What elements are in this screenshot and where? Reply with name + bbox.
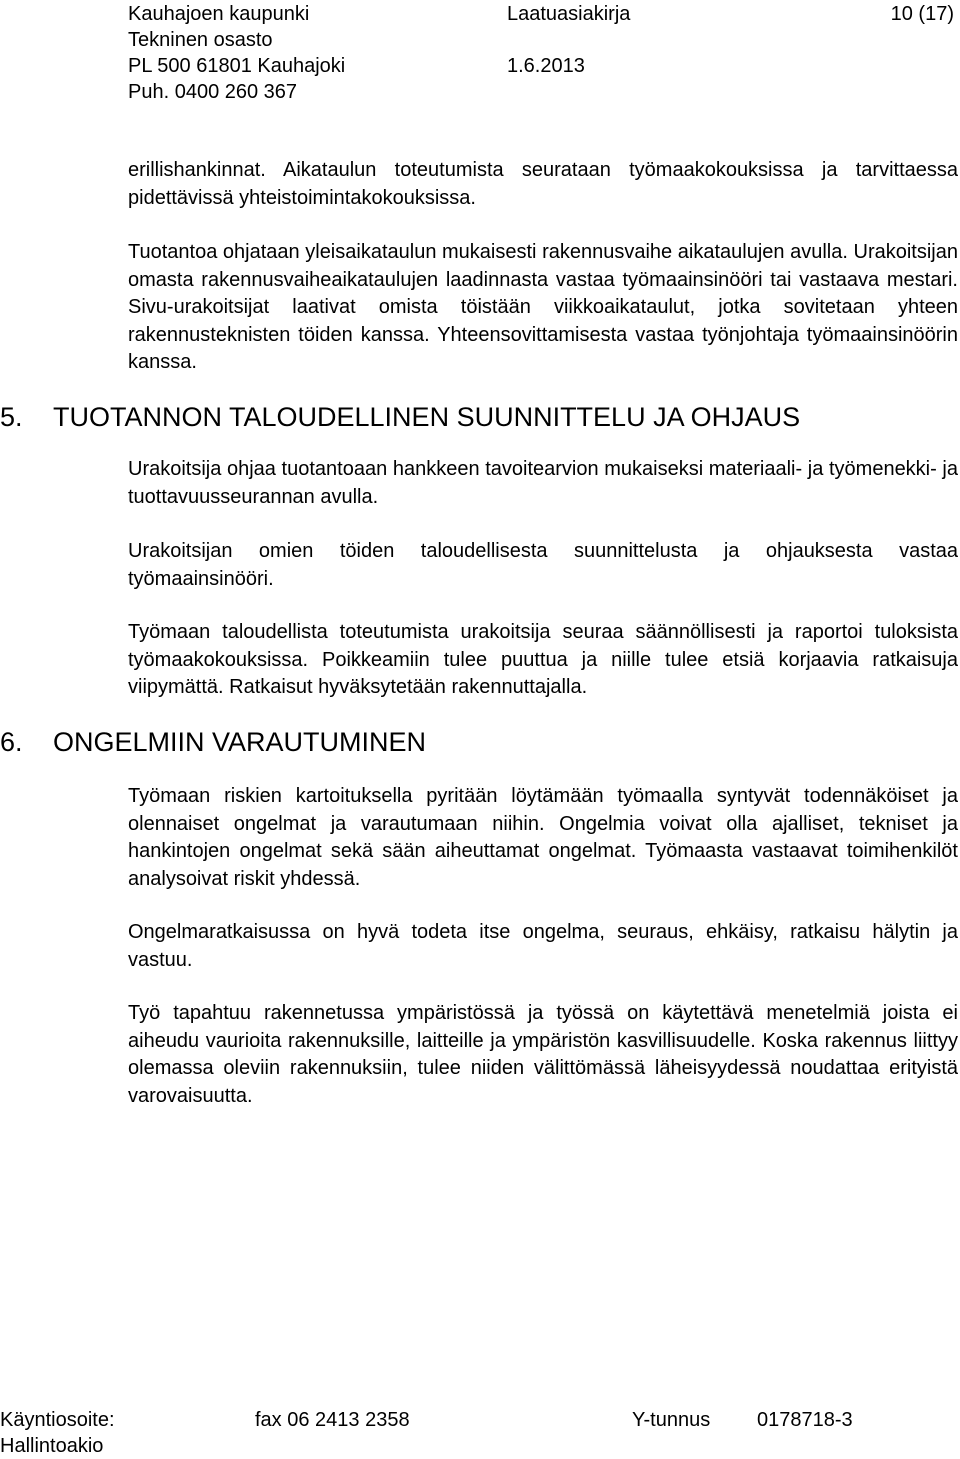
paragraph: Työmaan taloudellista toteutumista urakoitsija seuraa säännöllisesti ja raportoi tuloksista työmaakokouksissa. Poikkeamiin tulee puuttua ja niille tulee etsiä korjaavia ratkaisuja viipymättä. Ratkaisut hyväksytetään rakennuttajalla. <box>128 621 958 698</box>
section-body <box>128 919 958 974</box>
fax-number: fax 06 2413 2358 <box>255 1409 410 1431</box>
intro-block <box>128 157 958 212</box>
department: Tekninen osasto <box>128 29 273 51</box>
section-body <box>128 456 958 511</box>
postal-address: PL 500 61801 Kauhajoki <box>128 55 346 77</box>
section-body <box>128 538 958 593</box>
paragraph: Työmaan riskien kartoituksella pyritään löytämään työmaalla syntyvät todennäköiset ja olennaiset ongelmat ja varautumaan niihin. Ongelmia voivat olla ajalliset, tekniset ja hankintojen ongelmat sekä sään aiheuttamat ongelmat. Työmaasta vastaavat toimihenkilöt analysoivat riskit yhdessä. <box>128 785 958 890</box>
paragraph: Työ tapahtuu rakennetussa ympäristössä ja työssä on käytettävä menetelmiä joista ei aiheudu vaurioita rakennuksille, laitteille ja ympäristön kasvillisuudelle. Koska rakennus liittyy olemassa oleviin rakennuksiin, tulee niiden välittömässä läheisyydessä noudattaa erityistä varovaisuutta. <box>128 1002 958 1107</box>
section-title: ONGELMIIN VARAUTUMINEN <box>53 727 427 757</box>
section-body <box>128 783 958 893</box>
business-id: 0178718-3 <box>757 1409 853 1431</box>
paragraph: erillishankinnat. Aikataulun toteutumista seurataan työmaakokouksissa ja tarvittaessa pidettävissä yhteistoimintakokouksissa. <box>128 159 958 209</box>
phone: Puh. 0400 260 367 <box>128 81 298 103</box>
document-title: Laatuasiakirja <box>507 3 631 25</box>
section-body <box>128 619 958 702</box>
paragraph: Urakoitsijan omien töiden taloudellisesta suunnittelusta ja ohjauksesta vastaa työmaainsinööri. <box>128 540 958 590</box>
paragraph: Tuotantoa ohjataan yleisaikataulun mukaisesti rakennusvaihe aikataulujen avulla. Urakoitsijan omasta rakennusvaiheaikataulujen laadinnasta vastaa työmaainsinööri tai vastaava mestari. Sivu-urakoitsijat laativat omista töistään viikkoaikataulut, jotka sovitetaan yhteen rakennusteknisten töiden kanssa. Yhteensovittamisesta vastaa työnjohtaja työmaainsinöörin kanssa. <box>128 241 958 373</box>
paragraph: Urakoitsija ohjaa tuotantoaan hankkeen tavoitearvion mukaiseksi materiaali- ja työmenekki- ja tuottavuusseurannan avulla. <box>128 458 958 508</box>
org-name: Kauhajoen kaupunki <box>128 3 310 25</box>
business-id-label: Y-tunnus <box>632 1409 711 1431</box>
section-number: 6. <box>0 727 23 757</box>
visit-address-label: Käyntiosoite: <box>0 1409 115 1431</box>
page-number: 10 (17) <box>890 3 954 25</box>
section-title: TUOTANNON TALOUDELLINEN SUUNNITTELU JA OHJAUS <box>53 402 801 432</box>
visit-address-value: Hallintoakio <box>0 1435 104 1457</box>
intro-block <box>128 239 958 377</box>
document-date: 1.6.2013 <box>507 55 585 77</box>
paragraph: Ongelmaratkaisussa on hyvä todeta itse ongelma, seuraus, ehkäisy, ratkaisu hälytin ja vastuu. <box>128 921 958 971</box>
section-number: 5. <box>0 402 23 432</box>
section-body <box>128 1000 958 1110</box>
